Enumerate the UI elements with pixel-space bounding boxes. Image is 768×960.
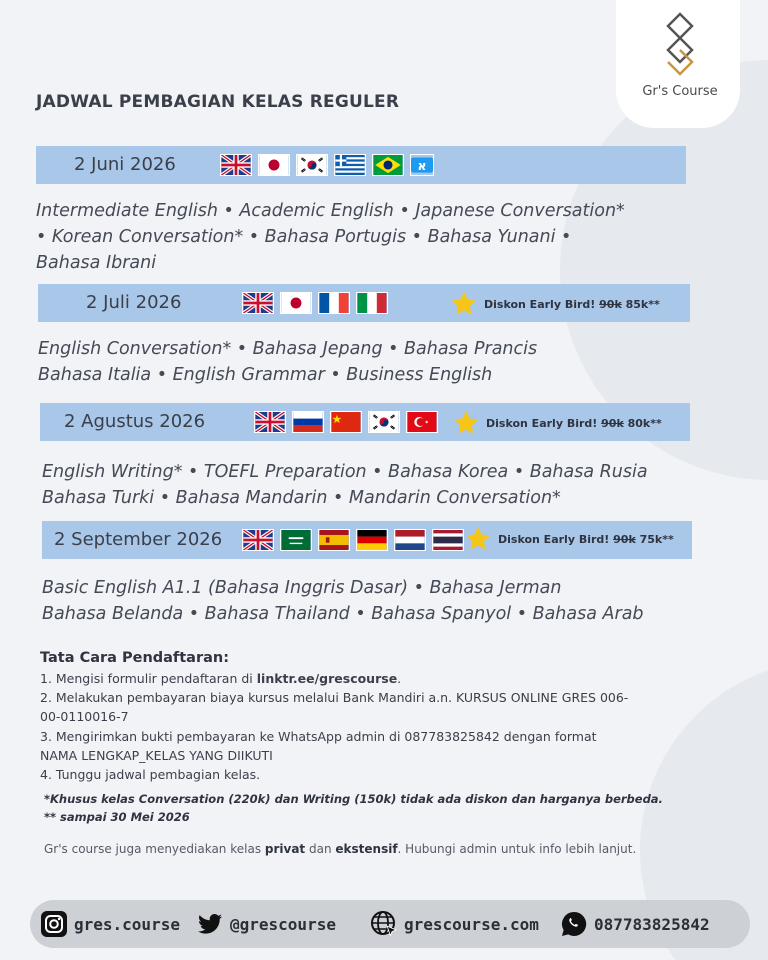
class-list-line: • Korean Conversation* • Bahasa Portugis • Bahasa Yunani • (36, 227, 572, 247)
schedule-date: 2 Agustus 2026 (64, 411, 206, 432)
uk-flag-icon (242, 529, 274, 551)
social-bar (30, 900, 750, 948)
gres-logo-icon (650, 10, 710, 80)
germany-flag-icon (356, 529, 388, 551)
schedule-band-3 (40, 403, 690, 441)
globe-icon (370, 910, 398, 938)
instagram-icon (40, 910, 68, 938)
class-list-line: Bahasa Belanda • Bahasa Thailand • Bahasa Spanyol • Bahasa Arab (42, 604, 644, 624)
class-list-line: English Conversation* • Bahasa Jepang • Bahasa Prancis (38, 339, 538, 359)
class-list-line: Basic English A1.1 (Bahasa Inggris Dasar) • Bahasa Jerman (42, 578, 562, 598)
extra-info: Gr's course juga menyediakan kelas privat dan ekstensif. Hubungi admin untuk info lebih lanjut. (44, 842, 637, 856)
footnote-deadline: ** sampai 30 Mei 2026 (44, 810, 190, 824)
russia-flag-icon (292, 411, 324, 433)
registration-step-1: 1. Mengisi formulir pendaftaran di linktr.ee/grescourse. (40, 671, 402, 686)
uk-flag-icon (242, 292, 274, 314)
schedule-band-4 (42, 521, 692, 559)
registration-step-3: 3. Mengirimkan bukti pembayaran ke WhatsApp admin di 087783825842 dengan format (40, 729, 597, 744)
france-flag-icon (318, 292, 350, 314)
star-icon (464, 525, 492, 553)
class-list-line: Bahasa Ibrani (36, 253, 157, 273)
early-bird-promo: Diskon Early Bird! 90k 75k** (498, 532, 674, 546)
registration-step-2-cont: 00-0110016-7 (40, 709, 129, 724)
registration-step-2: 2. Melakukan pembayaran biaya kursus melalui Bank Mandiri a.n. KURSUS ONLINE GRES 006- (40, 690, 629, 705)
twitter-icon (196, 910, 224, 938)
netherlands-flag-icon (394, 529, 426, 551)
footnote-discount: *Khusus kelas Conversation (220k) dan Writing (150k) tidak ada diskon dan harganya berbeda. (44, 792, 663, 806)
class-list-line: Intermediate English • Academic English • Japanese Conversation* (36, 201, 625, 221)
whatsapp-icon (560, 910, 588, 938)
schedule-date: 2 Juni 2026 (74, 154, 176, 175)
class-list-line: Bahasa Turki • Bahasa Mandarin • Mandarin Conversation* (42, 488, 561, 508)
website-link[interactable]: grescourse.com (370, 910, 539, 938)
korea-flag-icon (368, 411, 400, 433)
hebrew-aleph-icon (410, 154, 434, 176)
brand-name: Gr's Course (642, 84, 718, 99)
japan-flag-icon (280, 292, 312, 314)
schedule-band-1 (36, 146, 686, 184)
thailand-flag-icon (432, 529, 464, 551)
uk-flag-icon (254, 411, 286, 433)
whatsapp-link[interactable]: 087783825842 (560, 910, 710, 938)
star-icon (452, 409, 480, 437)
page-title: JADWAL PEMBAGIAN KELAS REGULER (36, 92, 400, 112)
schedule-band-2 (38, 284, 690, 322)
saudi-flag-icon (280, 529, 312, 551)
brazil-flag-icon (372, 154, 404, 176)
korea-flag-icon (296, 154, 328, 176)
uk-flag-icon (220, 154, 252, 176)
registration-step-4: 4. Tunggu jadwal pembagian kelas. (40, 767, 261, 782)
schedule-date: 2 Juli 2026 (86, 292, 182, 313)
registration-title: Tata Cara Pendaftaran: (40, 650, 230, 666)
early-bird-promo: Diskon Early Bird! 90k 85k** (484, 297, 660, 311)
greece-flag-icon (334, 154, 366, 176)
japan-flag-icon (258, 154, 290, 176)
svg-text:א: א (417, 158, 427, 173)
china-flag-icon (330, 411, 362, 433)
class-list-line: English Writing* • TOEFL Preparation • Bahasa Korea • Bahasa Rusia (42, 462, 648, 482)
twitter-link[interactable]: @grescourse (196, 910, 336, 938)
schedule-date: 2 September 2026 (54, 529, 223, 550)
italy-flag-icon (356, 292, 388, 314)
spain-flag-icon (318, 529, 350, 551)
instagram-link[interactable]: gres.course (40, 910, 180, 938)
linktree-link[interactable]: linktr.ee/grescourse (256, 671, 398, 686)
star-icon (450, 290, 478, 318)
registration-step-3-cont: NAMA LENGKAP_KELAS YANG DIIKUTI (40, 748, 273, 763)
class-list-line: Bahasa Italia • English Grammar • Business English (38, 365, 493, 385)
early-bird-promo: Diskon Early Bird! 90k 80k** (486, 416, 662, 430)
turkey-flag-icon (406, 411, 438, 433)
